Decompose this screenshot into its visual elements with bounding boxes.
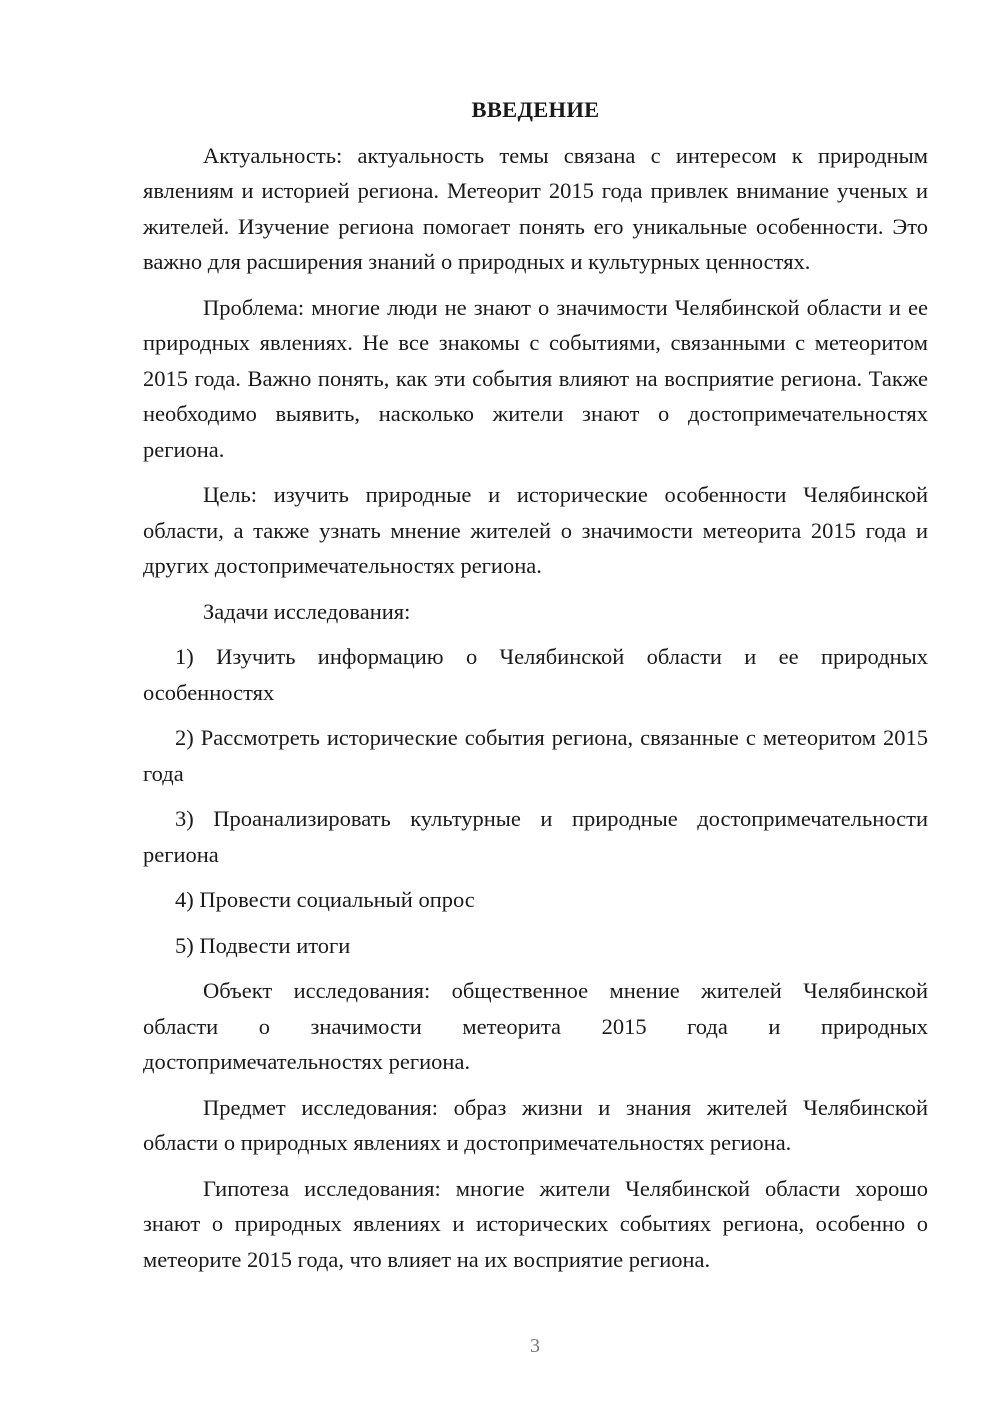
section-title: ВВЕДЕНИЕ: [471, 97, 600, 122]
subject-paragraph: Предмет исследования: образ жизни и знания жителей Челябинской области о природных явлениях и достопримечательностях региона.: [143, 1094, 928, 1155]
object-paragraph: Объект исследования: общественное мнение жителей Челябинской области о значимости метеорита 2015 года и природных достопримечательностях региона.: [143, 978, 928, 1074]
goal-paragraph: Цель: изучить природные и исторические особенности Челябинской области, а также узнать мнение жителей о значимости метеорита 2015 года и других достопримечательностях региона.: [143, 482, 928, 578]
task-item-2: 2) Рассмотреть исторические события региона, связанные с метеоритом 2015 года: [143, 725, 928, 786]
relevance-paragraph: Актуальность: актуальность темы связана с интересом к природным явлениям и историей региона. Метеорит 2015 года привлек внимание ученых и жителей. Изучение региона помогает понять его уникальные особенности. Это важно для расширения знаний о природных и культурных ценностях.: [143, 142, 928, 274]
tasks-heading: Задачи исследования:: [203, 598, 411, 624]
task-item-4: 4) Провести социальный опрос: [175, 887, 475, 912]
hypothesis-paragraph: Гипотеза исследования: многие жители Челябинской области хорошо знают о природных явлениях и исторических событиях региона, особенно о метеорите 2015 года, что влияет на их восприятие региона.: [143, 1175, 928, 1272]
task-item-5: 5) Подвести итоги: [175, 932, 351, 958]
document-page: [143, 92, 928, 1287]
page-number: 3: [530, 1335, 540, 1357]
problem-paragraph: Проблема: многие люди не знают о значимости Челябинской области и ее природных явлениях. Не все знакомы с событиями, связанными с метеоритом 2015 года. Важно понять, как эти события влияют на восприятие региона. Также необходимо выявить, насколько жители знают о достопримечательностях региона.: [143, 294, 928, 462]
task-item-3: 3) Проанализировать культурные и природные достопримечательности региона: [143, 806, 928, 867]
task-item-1: 1) Изучить информацию о Челябинской области и ее природных особенностях: [143, 644, 928, 705]
